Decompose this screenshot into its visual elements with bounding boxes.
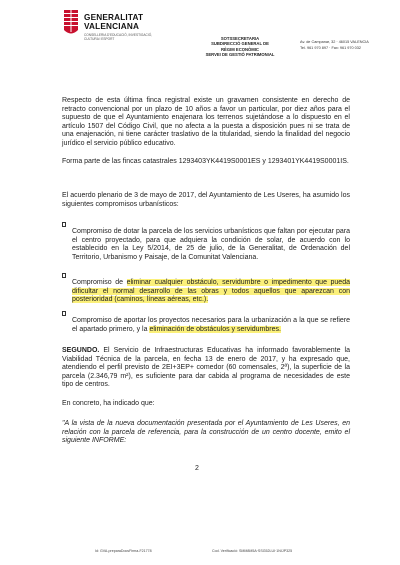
coat-of-arms-icon [62,10,80,36]
highlighted-text: eliminación de obstáculos y servidumbres. [149,325,281,333]
section-label: SEGUNDO. [62,347,100,354]
dept-line: SUBDIRECCIÓ GENERAL DE [211,41,269,47]
logo-subtitle: CONSELLERIA D'EDUCACIÓ, INVESTIGACIÓ, CULTURA I ESPORT [84,33,153,41]
address-block [300,40,390,51]
dept-line: SERVEI DE GESTIÓ PATRIMONIAL [205,52,275,58]
checkbox-square-icon [62,222,66,227]
paragraph-acuerdo: El acuerdo plenario de 3 de mayo de 2017, del Ayuntamiento de Les Useres, ha asumido los siguientes compromisos urbanísticos: [62,192,350,208]
generalitat-logo [62,8,152,68]
dept-line: SOTSSECRETARIA [220,36,260,41]
list-item [62,310,350,341]
dept-line: RÈGIM ECONÒMIC [221,46,259,52]
bullet-proyectos [72,317,350,334]
address-line: Av. de Campanar, 32 · 46015 VALENCIA [300,40,369,44]
bullet-obstaculos [72,279,350,305]
quoted-informe: "A la vista de la nueva documentación presentada por el Ayuntamiento de Les Useres, en relación con la parcela de referencia, para la construcción de un centro docente, emito el siguiente INFORME: [62,420,350,445]
paragraph-retracto: Respecto de esta última finca registral existe un gravamen consistente en derecho de retracto convencional por un plazo de 10 años a favor un particular, por diez años para el supuesto de que el Ayuntamiento enajenara los terrenos sujetándose a lo dispuesto en el artículo 1507 del Código Civil, que no afecta a la puesta a disposición pues ni se trata de una enajenación, ni tiene carácter traslativo de la titularidad, siendo la finalidad del negocio jurídico el servicio público educativo. [62,97,350,147]
checkbox-square-icon [62,311,66,316]
paragraph-concreto: En concreto, ha indicado que: [62,400,155,407]
bullet-servicios: Compromiso de dotar la parcela de los servicios urbanísticos que faltan por ejecutar para el centro proyectado, para que adquiera la condición de solar, de acuerdo con lo establecido en la Ley 5/2014, de 25 de julio, de la Generalitat, de Ordenación del Territorio, Urbanismo y Paisaje, de la Comunitat Valenciana. [72,228,350,261]
bullet-text: Compromiso de aportar los proyectos necesarios para la urbanización a la que se refiere el apartado primero, y la [72,317,350,333]
logo-line2: VALENCIANA [84,22,140,31]
paragraph-catastrales: Forma parte de las fincas catastrales 1293403YK4419S0001ES y 1293401YK4419S0001IS. [62,158,349,165]
list-item [62,272,350,312]
highlighted-text: eliminar cualquier obstáculo, servidumbre o impedimento que pueda dificultar el normal desarrollo de las obras y todos aquellos que aparezcan con posterioridad (caminos, líneas aéreas, etc.). [72,279,350,304]
address-line: Tel. 961 970 897 · Fax: 961 970 032 [300,45,362,50]
paragraph-segundo [62,347,350,390]
bullet-text: Compromiso de [72,279,127,286]
paragraph-text: El Servicio de Infraestructuras Educativas ha informado favorablemente la Viabilidad Técnica de la parcela, en fecha 13 de enero de 2017, y ha expresado que, atendiendo el perfil previsto de 2EI+3EP+ comedor (60 comensales, 2ª), la superficie de la parcela (2.346,79 m²), es suficiente para dar cabida al programa de necesidades de este tipo de centros. [62,347,350,389]
list-item [62,221,350,269]
page-number: 2 [195,465,199,472]
footer-id: Id: GVA-preparaDocsFirma-F21778 [95,549,152,553]
footer-verification-code: Cod. Verificació: SMM8M5A·SSG52LUI·1NIJP325 [212,549,293,553]
logo-line1: GENERALITAT [84,13,144,22]
checkbox-square-icon [62,273,66,278]
department-block [190,36,290,58]
